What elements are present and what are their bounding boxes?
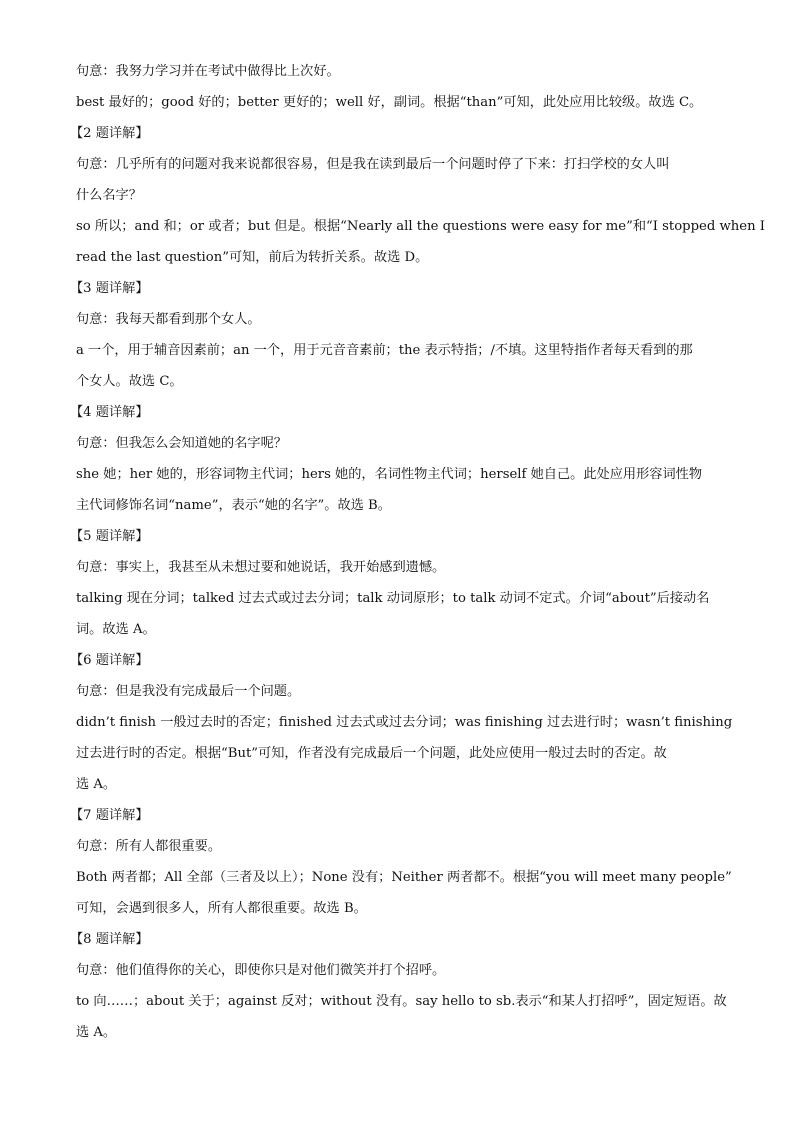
text-line: 选 A。 (76, 777, 117, 792)
text-line: 什么名字？ (76, 188, 142, 203)
text-line: 句意：但是我没有完成最后一个问题。 (76, 684, 301, 699)
text-line: read the last question”可知，前后为转折关系。故选 D。 (76, 250, 429, 265)
text-line: 词。故选 A。 (76, 622, 156, 637)
text-line: 句意：事实上，我甚至从未想过要和她说话，我开始感到遗憾。 (76, 560, 446, 575)
section-heading: 【5 题详解】 (70, 529, 149, 544)
text-line: to 向……；about 关于；against 反对；without 没有。say hello to sb.表示“和某人打招呼”，固定短语。故 (76, 994, 727, 1009)
section-heading: 【4 题详解】 (70, 405, 149, 420)
text-line: 句意：他们值得你的关心，即使你只是对他们微笑并打个招呼。 (76, 963, 446, 978)
text-line: didn’t finish 一般过去时的否定；finished 过去式或过去分词；was finishing 过去进行时；wasn’t finishing (76, 715, 733, 730)
text-line: 句意：所有人都很重要。 (76, 839, 222, 854)
text-line: 句意：我每天都看到那个女人。 (76, 312, 261, 327)
text-line: 过去进行时的否定。根据“But”可知，作者没有完成最后一个问题，此处应使用一般过去时的否定。故 (76, 746, 667, 761)
text-line: so 所以；and 和；or 或者；but 但是。根据“Nearly all the questions were easy for me”和“I stopped when I (76, 219, 765, 234)
text-line: best 最好的；good 好的；better 更好的；well 好，副词。根据“than”可知，此处应用比较级。故选 C。 (76, 95, 703, 110)
text-line: a 一个，用于辅音因素前；an 一个，用于元音音素前；the 表示特指；/不填。这里特指作者每天看到的那 (76, 343, 693, 358)
text-line: Both 两者都；All 全部（三者及以上）；None 没有；Neither 两者都不。根据“you will meet many people” (76, 870, 732, 885)
text-line: 个女人。故选 C。 (76, 374, 183, 389)
text-line: talking 现在分词；talked 过去式或过去分词；talk 动词原形；to talk 动词不定式。介词“about”后接动名 (76, 591, 710, 606)
text-line: 可知，会遇到很多人，所有人都很重要。故选 B。 (76, 901, 367, 916)
text-line: 句意：我努力学习并在考试中做得比上次好。 (76, 64, 340, 79)
text-line: 选 A。 (76, 1025, 117, 1040)
document-page (70, 56, 765, 1048)
text-line: 句意：但我怎么会知道她的名字呢？ (76, 436, 287, 451)
text-line: she 她；her 她的，形容词物主代词；hers 她的，名词性物主代词；herself 她自己。此处应用形容词性物 (76, 467, 703, 482)
section-heading: 【2 题详解】 (70, 126, 149, 141)
section-heading: 【6 题详解】 (70, 653, 149, 668)
text-line: 主代词修饰名词“name”，表示“她的名字”。故选 B。 (76, 498, 391, 513)
section-heading: 【7 题详解】 (70, 808, 149, 823)
section-heading: 【3 题详解】 (70, 281, 149, 296)
section-heading: 【8 题详解】 (70, 932, 149, 947)
text-line: 句意：几乎所有的问题对我来说都很容易，但是我在读到最后一个问题时停了下来：打扫学校的女人叫 (76, 157, 670, 172)
